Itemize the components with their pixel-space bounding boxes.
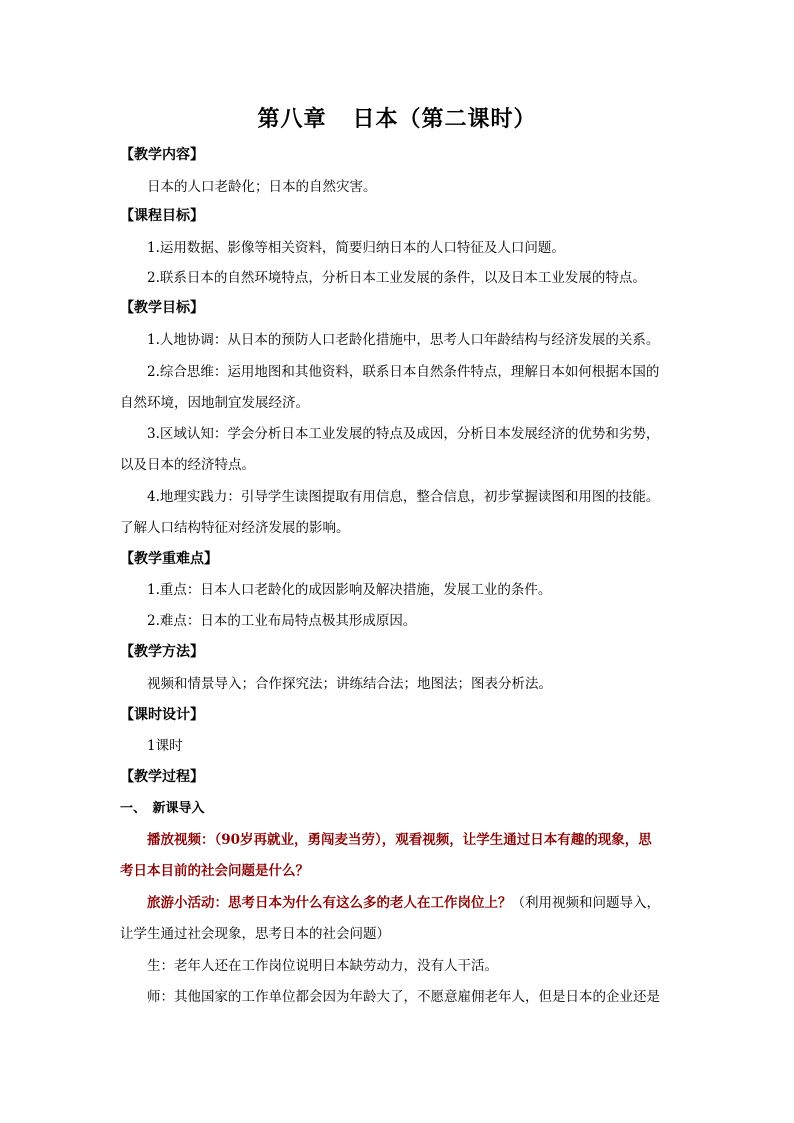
hours-text: 1课时: [147, 738, 183, 754]
process-step-heading: 一、 新课导入: [120, 801, 205, 816]
activity-prompt: 旅游小活动：思考日本为什么有这么多的老人在工作岗位上？: [147, 895, 512, 911]
activity-note: （利用视频和问题导入，: [511, 895, 660, 911]
course-goal-item: 1.运用数据、影像等相关资料，简要归纳日本的人口特征及人口问题。: [147, 240, 565, 256]
teaching-goal-item: 3.区域认知：学会分析日本工业发展的特点及成因，分析日本发展经济的优势和劣势，: [147, 426, 660, 442]
teaching-goal-continuation: 了解人口结构特征对经济发展的影响。: [120, 520, 350, 536]
section-heading-teaching-goals: 【教学目标】: [120, 300, 204, 316]
page-title: [0, 102, 794, 133]
section-heading-content: 【教学内容】: [120, 147, 204, 163]
key-point-item: 1.重点：日本人口老龄化的成因影响及解决措施，发展工业的条件。: [147, 582, 552, 598]
video-instruction: 播放视频：（90岁再就业，勇闯麦当劳），观看视频，让学生通过日本有趣的现象，思: [147, 832, 652, 848]
section-heading-methods: 【教学方法】: [120, 644, 204, 660]
chapter-label: 第八章: [257, 106, 327, 132]
section-heading-course-goals: 【课程目标】: [120, 208, 204, 224]
student-response: 生：老年人还在工作岗位说明日本缺劳动力，没有人干活。: [147, 958, 498, 974]
content-text: 日本的人口老龄化；日本的自然灾害。: [147, 179, 377, 195]
activity-note-continuation: 让学生通过社会现象，思考日本的社会问题）: [120, 926, 390, 942]
teaching-goal-item: 2.综合思维：运用地图和其他资料，联系日本自然条件特点，理解日本如何根据本国的: [147, 364, 660, 380]
activity-line: [147, 893, 707, 913]
section-heading-process: 【教学过程】: [120, 769, 204, 785]
course-goal-item: 2.联系日本的自然环境特点，分析日本工业发展的条件，以及日本工业发展的特点。: [147, 270, 646, 286]
teacher-response: 师：其他国家的工作单位都会因为年龄大了，不愿意雇佣老年人，但是日本的企业还是: [147, 989, 660, 1005]
key-point-item: 2.难点：日本的工业布局特点极其形成原因。: [147, 613, 417, 629]
video-instruction-continuation: 考日本目前的社会问题是什么？: [120, 863, 309, 879]
teaching-goal-item: 1.人地协调：从日本的预防人口老龄化措施中，思考人口年龄结构与经济发展的关系。: [147, 332, 660, 348]
teaching-goal-continuation: 自然环境，因地制宜发展经济。: [120, 395, 309, 411]
lesson-title: 日本（第二课时）: [352, 106, 537, 132]
methods-text: 视频和情景导入；合作探究法；讲练结合法；地图法；图表分析法。: [147, 676, 552, 692]
teaching-goal-item: 4.地理实践力：引导学生读图提取有用信息，整合信息，初步掌握读图和用图的技能。: [147, 489, 660, 505]
teaching-goal-continuation: 以及日本的经济特点。: [120, 457, 255, 473]
section-heading-key-points: 【教学重难点】: [120, 551, 218, 567]
section-heading-hours: 【课时设计】: [120, 707, 204, 723]
